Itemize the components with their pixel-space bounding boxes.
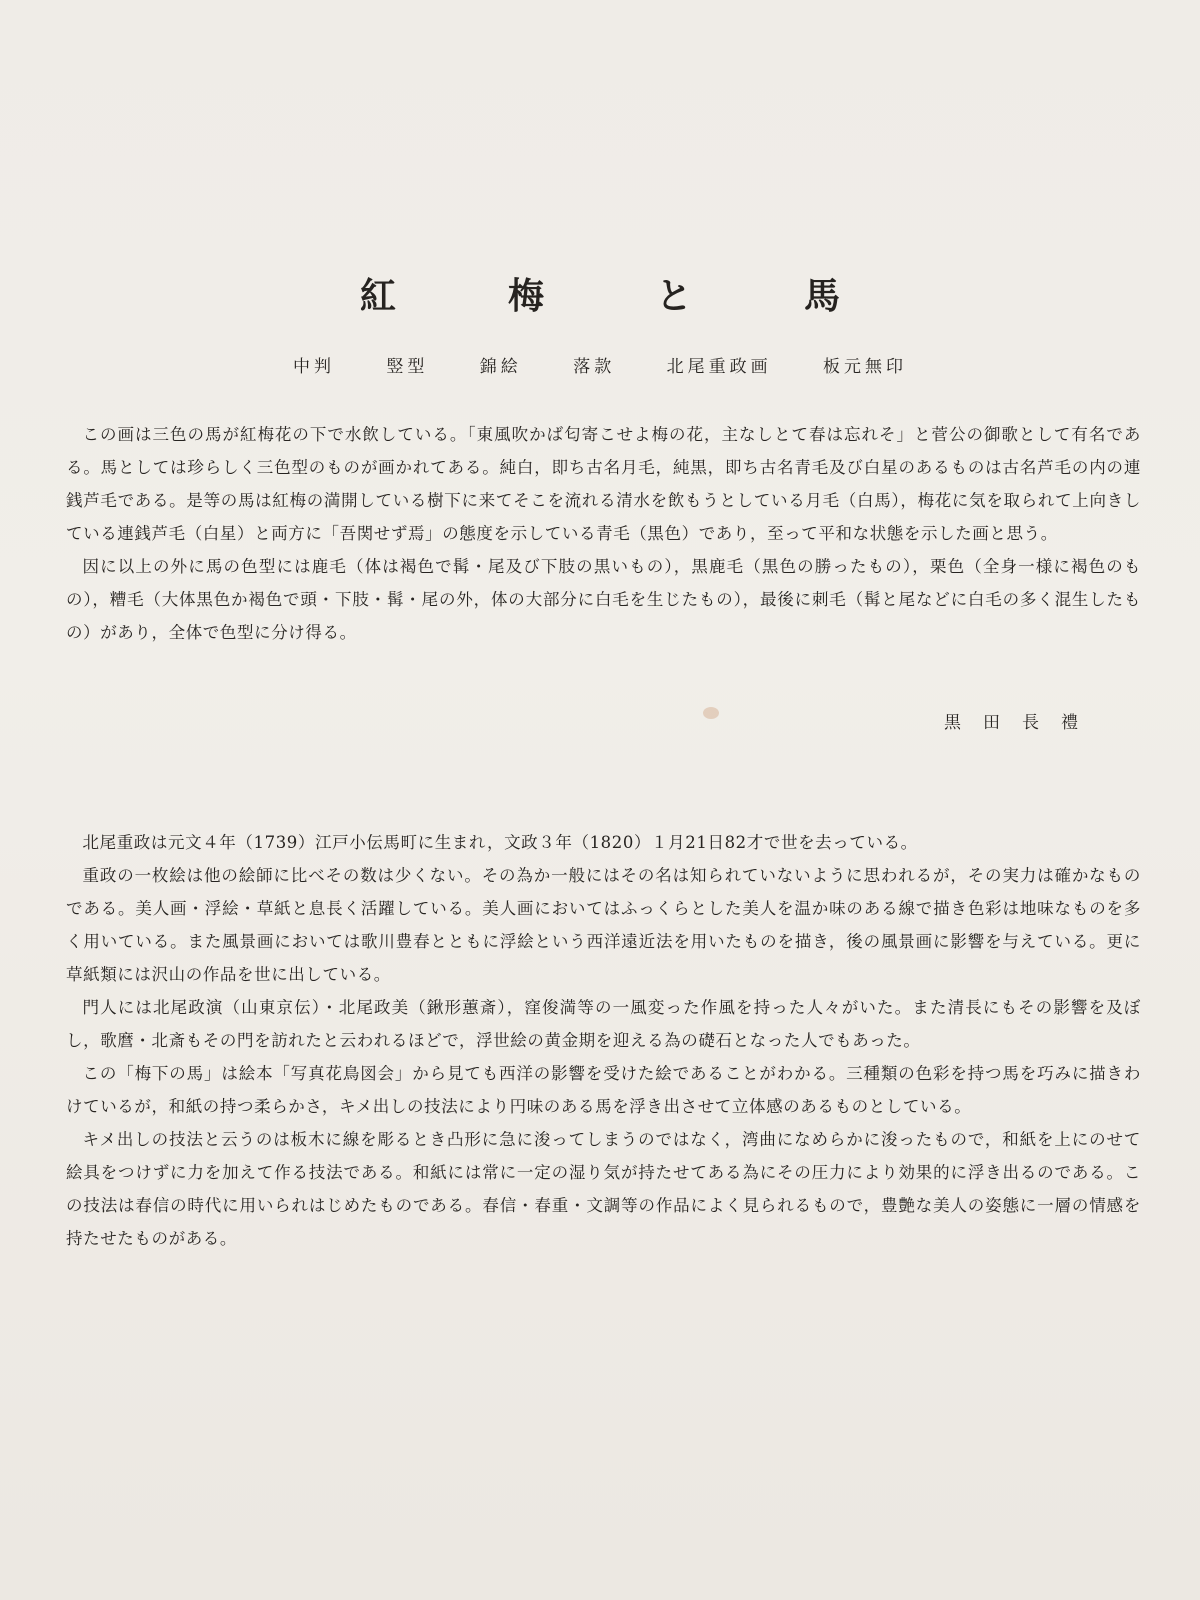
spec-size: 中判 — [292, 357, 335, 377]
print-specs — [0, 352, 1200, 377]
spec-publisher: 板元無印 — [823, 357, 908, 377]
spec-artist: 北尾重政画 — [666, 357, 772, 377]
biography-paragraph: 門人には北尾政演（山東京伝）・北尾政美（鍬形蕙斎），窪俊満等の一風変った作風を持った人々がいた。また清長にもその影響を及ぼし，歌麿・北斎もその門を訪れたと云われるほどで，浮世絵の黄金期を迎える為の礎石となった人でもあった。 — [66, 998, 1141, 1050]
biography-paragraph: 重政の一枚絵は他の絵師に比べその数は少くない。その為か一般にはその名は知られていないように思われるが，その実力は確かなものである。美人画・浮絵・草紙と息長く活躍している。美人画においてはふっくらとした美人を温か味のある線で描き色彩は地味なものを多く用いている。また風景画においては歌川豊春とともに浮絵という西洋遠近法を用いたものを描き，後の風景画に影響を与えている。更に草紙類には沢山の作品を世に出している。 — [66, 866, 1141, 984]
page-title: 紅 梅 と 馬 — [359, 275, 878, 317]
description-paragraph: 因に以上の外に馬の色型には鹿毛（体は褐色で髯・尾及び下肢の黒いもの），黒鹿毛（黒色の勝ったもの），栗色（全身一様に褐色のもの），糟毛（大体黒色か褐色で頭・下肢・髯・尾の外，体の大部分に白毛を生じたもの），最後に刺毛（髯と尾などに白毛の多く混生したもの）があり，全体で色型に分け得る。 — [66, 557, 1141, 642]
description-paragraph: この画は三色の馬が紅梅花の下で水飲している。「東風吹かば匂寄こせよ梅の花，主なしとて春は忘れそ」と菅公の御歌として有名である。馬としては珍らしく三色型のものが画かれてある。純白，即ち古名月毛，純黒，即ち古名青毛及び白星のあるものは古名芦毛の内の連銭芦毛である。是等の馬は紅梅の満開している樹下に来てそこを流れる清水を飲もうとしている月毛（白馬），梅花に気を取られて上向きしている連銭芦毛（白星）と両方に「吾関せず焉」の態度を示している青毛（黒色）であり，至って平和な状態を示した画と思う。 — [66, 425, 1141, 543]
spec-format: 竪型 — [386, 357, 429, 377]
spec-type: 錦絵 — [479, 357, 522, 377]
biography-paragraph: キメ出しの技法と云うのは板木に線を彫るとき凸形に急に浚ってしまうのではなく，湾曲になめらかに浚ったもので，和紙を上にのせて絵具をつけずに力を加えて作る技法である。和紙には常に一定の湿り気が持たせてある為にその圧力により効果的に浮き出るのである。この技法は春信の時代に用いられはじめたものである。春信・春重・文調等の作品によく見られるもので，豊艶な美人の姿態に一層の情感を持たせたものがある。 — [66, 1130, 1142, 1248]
description-section — [66, 418, 1141, 649]
paper-stain — [703, 707, 719, 719]
biography-paragraph: 北尾重政は元文４年（1739）江戸小伝馬町に生まれ，文政３年（1820）１月21日82才で世を去っている。 — [82, 833, 918, 852]
biography-section — [66, 826, 1141, 1255]
biography-paragraph: この「梅下の馬」は絵本「写真花鳥図会」から見ても西洋の影響を受けた絵であることがわかる。三種類の色彩を持つ馬を巧みに描きわけているが，和紙の持つ柔らかさ，キメ出しの技法により円味のある馬を浮き出させて立体感のあるものとしている。 — [66, 1064, 1141, 1116]
author-name: 黒田長禮 — [944, 713, 1100, 733]
spec-signature: 落款 — [573, 357, 616, 377]
